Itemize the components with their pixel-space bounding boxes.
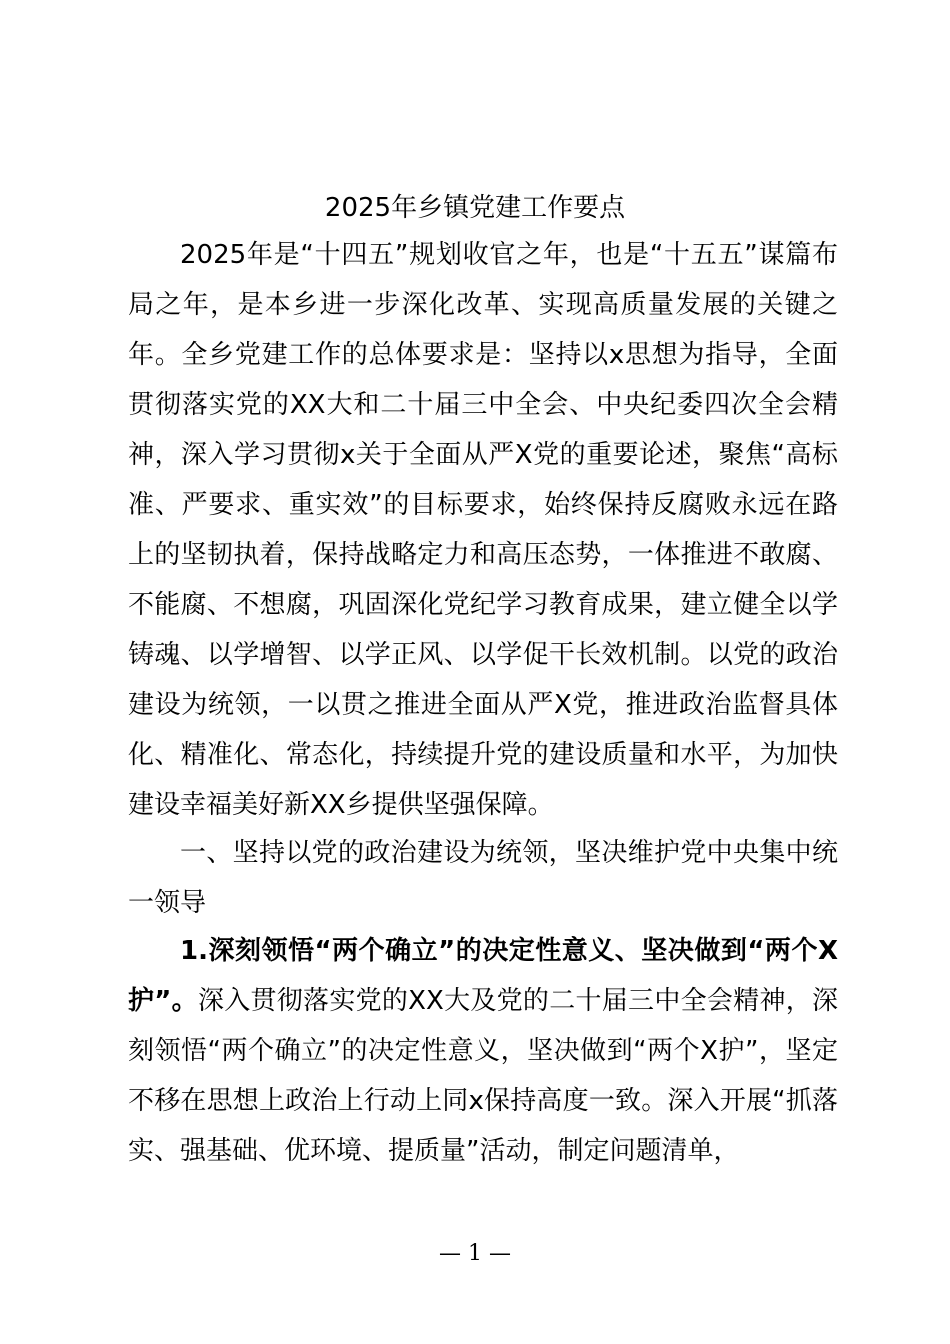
intro-paragraph: 2025年是“十四五”规划收官之年，也是“十五五”谋篇布局之年，是本乡进一步深化改革、实现高质量发展的关键之年。全乡党建工作的总体要求是：坚持以x思想为指导，全面贯彻落实党的XX大和二十届三中全会、中央纪委四次全会精神，深入学习贯彻x关于全面从严X党的重要论述，聚焦“高标准、严要求、重实效”的目标要求，始终保持反腐败永远在路上的坚韧执着，保持战略定力和高压态势，一体推进不敢腐、不能腐、不想腐，巩固深化党纪学习教育成果，建立健全以学铸魂、以学增智、以学正风、以学促干长效机制。以党的政治建设为统领，一以贯之推进全面从严X党，推进政治监督具体化、精准化、常态化，持续提升党的建设质量和水平，为加快建设幸福美好新XX乡提供坚强保障。: [128, 240, 838, 820]
section-1-paragraph: [128, 926, 838, 1176]
section-1-subheading: 1.深刻领悟“两个确立”的决定性意义、坚决做到“两个X护”。: [128, 936, 838, 1016]
document-title: 2025年乡镇党建工作要点: [324, 193, 626, 223]
section-heading-1: 一、坚持以党的政治建设为统领，坚决维护党中央集中统一领导: [128, 838, 838, 918]
page-number: — 1 —: [439, 1241, 511, 1266]
section-1-body: 深入贯彻落实党的XX大及党的二十届三中全会精神，深刻领悟“两个确立”的决定性意义，坚决做到“两个X护”，坚定不移在思想上政治上行动上同x保持高度一致。深入开展“抓落实、强基础、优环境、提质量”活动，制定问题清单，: [128, 986, 839, 1166]
